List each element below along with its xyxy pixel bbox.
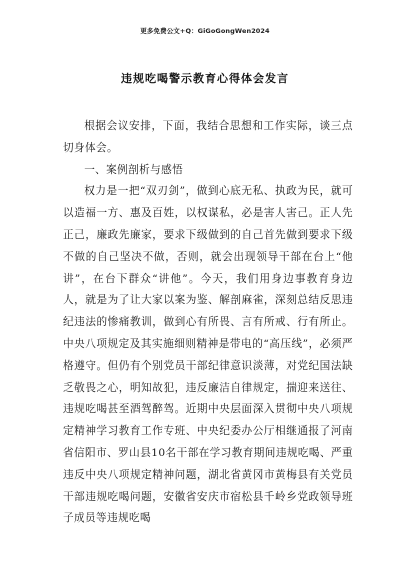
paragraph-intro: 根据会议安排，下面，我结合思想和工作实际，谈三点切身体会。 — [63, 120, 353, 154]
section-heading: 一、案例剖析与感悟 — [84, 163, 184, 176]
paragraph-main: 权力是一把“双刃剑”，做到心底无私、执政为民，就可以造福一方、惠及百姓，以权谋私，必是害人害己。正人先正己，廉政先廉家，要求下级做到的自己首先做到要求下级不做的自己坚决不做，否则，就会出现领导干部在台上“他讲”，在台下群众“讲他”。今天，我们用身边事教育身边人，就是为了让大家以案为鉴、解剖麻雀，深刻总结反思违纪违法的惨痛教训，做到心有所畏、言有所戒、行有所止。中央八项规定及其实施细则精神是带电的“高压线”，必须严格遵守。但仍有个别党员干部纪律意识淡薄，对党纪国法缺乏敬畏之心，明知故犯，违反廉洁自律规定，揣迎来送往、违规吃喝甚至酒驾醉驾。近期中央层面深入贯彻中央八项规定精神学习教育工作专班、中央纪委办公厅相继通报了河南省信阳市、罗山县10名干部在学习教育期间违规吃喝、严重违反中央八项规定精神问题，湖北省黄冈市黄梅县有关党员干部违规吃喝问题，安徽省安庆市宿松县千岭乡党政领导班子成员等违规吃喝 — [63, 185, 353, 525]
document-body — [63, 116, 353, 530]
header-note: 更多免费公文+Q：GiGoGongWen2024 — [140, 27, 270, 35]
document-title: 违规吃喝警示教育心得体会发言 — [121, 72, 289, 85]
